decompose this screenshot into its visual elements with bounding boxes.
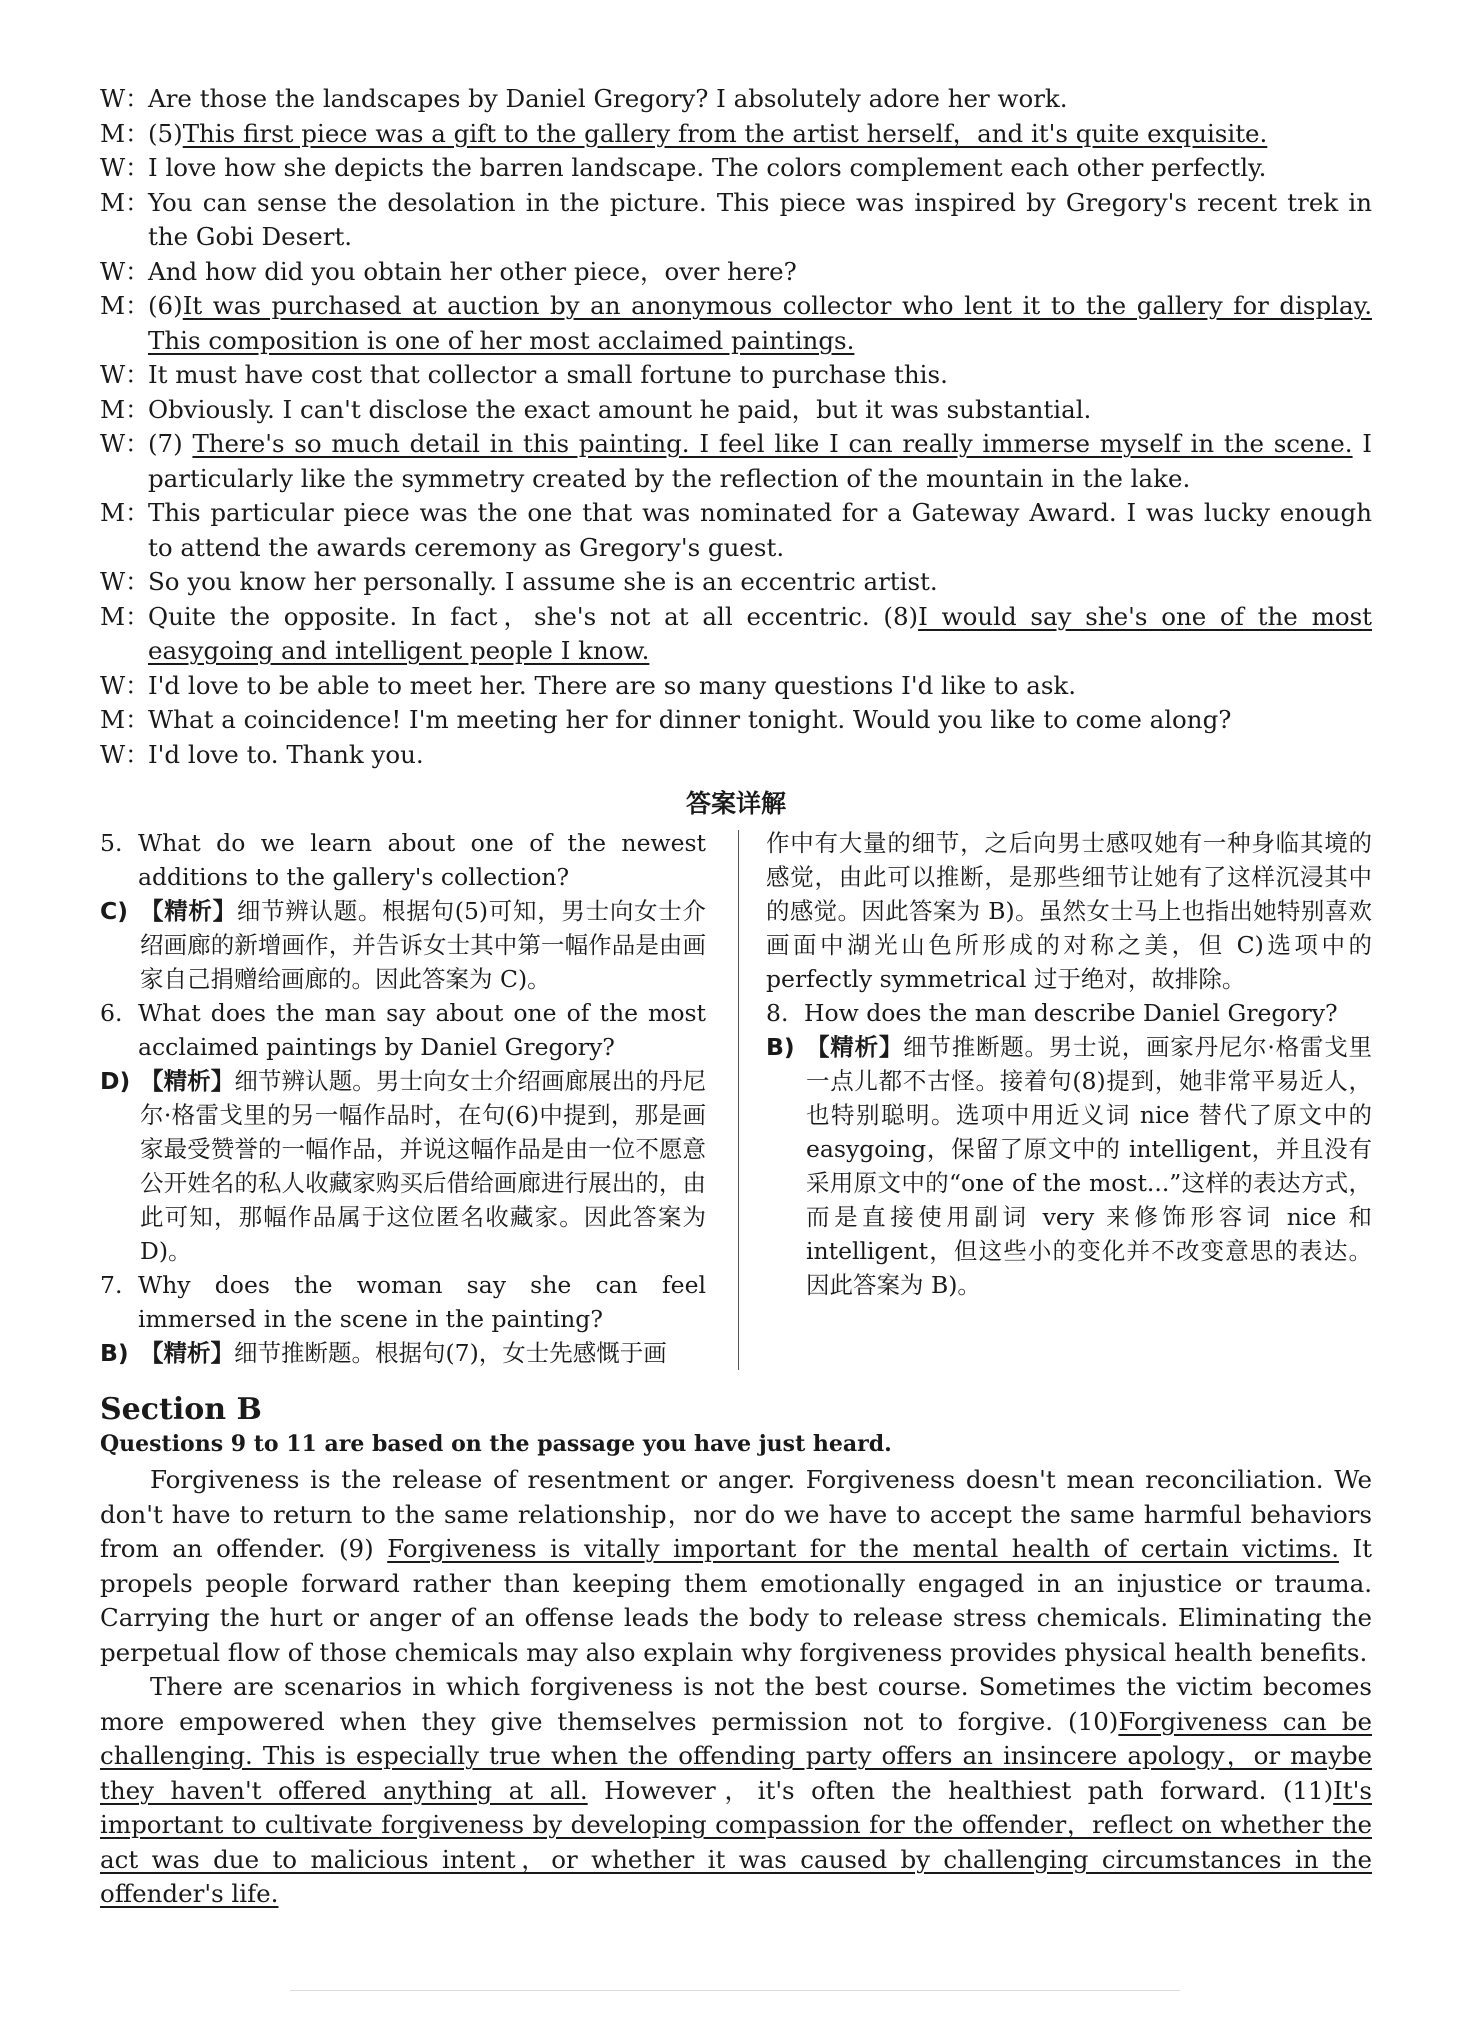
dialogue-line <box>100 117 1372 152</box>
underlined-text: Forgiveness is vitally important for the mental health of certain victims. <box>387 1534 1339 1563</box>
text-span: I love how she depicts the barren landscape. The colors complement each other perfectly. <box>148 153 1267 182</box>
speaker-label: W： <box>100 256 150 286</box>
footer-rule <box>290 1990 1180 1991</box>
explanation-text: 细节辨认题。根据句(5)可知，男士向女士介绍画廊的新增画作，并告诉女士其中第一幅作品是由画家自己捐赠给画廊的。因此答案为 C)。 <box>140 897 706 993</box>
dialogue-line <box>100 703 1372 738</box>
passage <box>100 1463 1372 1912</box>
explanation-continued: 作中有大量的细节，之后向男士感叹她有一种身临其境的感觉，由此可以推断，是那些细节让她有了这样沉浸其中的感觉。因此答案为 B)。虽然女士马上也指出她特别喜欢画面中湖光山色所形成的对称之美，但 C)选项中的 perfectly symmetrical 过于绝对，故排除。 <box>766 829 1372 993</box>
answer-column-right <box>732 826 1372 1370</box>
dialogue-line <box>100 669 1372 704</box>
dialogue-text <box>148 427 1372 496</box>
question-text: What does the man say about one of the most acclaimed paintings by Daniel Gregory? <box>138 999 706 1061</box>
answer-key: D) <box>100 1067 131 1095</box>
dialogue-line <box>100 255 1372 290</box>
dialogue-text <box>148 565 1372 600</box>
speaker-label: M： <box>100 118 150 148</box>
answer-column-left <box>100 826 732 1370</box>
dialogue-transcript <box>100 82 1372 772</box>
dialogue-line <box>100 600 1372 669</box>
speaker-label: W： <box>100 670 150 700</box>
answer-item <box>100 1336 706 1370</box>
question-item <box>100 996 706 1064</box>
analysis-tag: 【精析】 <box>140 897 237 925</box>
speaker-label: M： <box>100 394 150 424</box>
dialogue-text <box>148 255 1372 290</box>
question-item <box>766 996 1372 1030</box>
answer-item <box>100 1064 706 1268</box>
analysis-tag: 【精析】 <box>140 1339 234 1367</box>
answers-heading: 答案详解 <box>685 789 786 818</box>
passage-paragraph <box>100 1670 1372 1912</box>
underlined-text: There's so much detail in this painting. I feel like I can really immerse myself in the scene. <box>192 429 1353 458</box>
dialogue-text <box>148 358 1372 393</box>
dialogue-text <box>148 117 1372 152</box>
dialogue-text <box>148 186 1372 255</box>
speaker-label: W： <box>100 84 150 113</box>
answer-key: B) <box>766 1033 795 1061</box>
answer-explanation <box>806 1030 1372 1302</box>
dialogue-line <box>100 289 1372 358</box>
explanation-text: 细节推断题。男士说，画家丹尼尔·格雷戈里一点儿都不古怪。接着句(8)提到，她非常平易近人，也特别聪明。选项中用近义词 nice 替代了原文中的 easygoing，保留了原文中的 intelligent，并且没有采用原文中的“one of the most...”这样的表达方式，而是直接使用副词 very 来修饰形容词 nice 和 intelligent，但这些小的变化并不改变意思的表达。因此答案为 B)。 <box>806 1033 1372 1299</box>
text-span: I'd love to be able to meet her. There are so many questions I'd like to ask. <box>148 670 1077 700</box>
speaker-label: M： <box>100 705 150 734</box>
text-span: However，it's often the healthiest path forward. (11) <box>587 1775 1334 1805</box>
dialogue-line <box>100 358 1372 393</box>
text-span: It must have cost that collector a small fortune to purchase this. <box>148 360 948 389</box>
dialogue-text <box>148 496 1372 565</box>
answer-explanation <box>140 1064 706 1268</box>
text-span: You can sense the desolation in the picture. This piece was inspired by Gregory's recent trek in the Gobi Desert. <box>148 187 1372 251</box>
section-title: Section B <box>100 1392 262 1427</box>
underlined-text: This first piece was a gift to the gallery from the artist herself，and it's quite exquisite. <box>182 118 1268 148</box>
dialogue-line <box>100 496 1372 565</box>
dialogue-text <box>148 151 1372 186</box>
dialogue-text <box>148 600 1372 669</box>
text-span: (5) <box>148 118 183 148</box>
text-span: This particular piece was the one that was nominated for a Gateway Award. I was lucky enough to attend the awards ceremony as Gregory's guest. <box>148 498 1372 562</box>
speaker-label: W： <box>100 429 150 458</box>
text-span: What a coincidence! I'm meeting her for dinner tonight. Would you like to come along? <box>148 705 1232 734</box>
analysis-tag: 【精析】 <box>806 1033 904 1061</box>
dialogue-line <box>100 151 1372 186</box>
dialogue-line <box>100 82 1372 117</box>
text-span: Quite the opposite. In fact，she's not at all eccentric. (8) <box>148 601 919 631</box>
question-number: 8. <box>766 999 789 1027</box>
underlined-text: Forgiveness can be challenging. This is especially true when the offending party offers an insincere apology，or maybe they haven't offered anything at all. <box>100 1706 1372 1805</box>
underlined-text: I would say she's one of the most easygoing and intelligent people I know. <box>148 601 1372 665</box>
dialogue-line <box>100 393 1372 428</box>
question-item <box>100 1268 706 1336</box>
answer-explanation <box>140 894 706 996</box>
question-number: 5. <box>100 829 123 857</box>
questions-header: Questions 9 to 11 are based on the passage you have just heard. <box>100 1431 892 1457</box>
speaker-label: M： <box>100 601 150 631</box>
dialogue-line <box>100 186 1372 255</box>
dialogue-line <box>100 565 1372 600</box>
question-item <box>100 826 706 894</box>
answer-key: B) <box>100 1339 129 1367</box>
dialogue-text <box>148 289 1372 358</box>
speaker-label: W： <box>100 360 150 389</box>
text-span: Obviously. I can't disclose the exact amount he paid，but it was substantial. <box>148 394 1092 424</box>
answer-item <box>100 894 706 996</box>
text-span: (7) <box>148 429 193 458</box>
speaker-label: M： <box>100 187 150 217</box>
column-divider <box>738 830 739 1370</box>
underlined-text: It's important to cultivate forgiveness by developing compassion for the offender，reflect on whether the act was due to malicious intent，or whether it was caused by challenging circumstances in the offender's life. <box>100 1775 1372 1908</box>
explanation-text: 细节辨认题。男士向女士介绍画廊展出的丹尼尔·格雷戈里的另一幅作品时，在句(6)中提到，那是画家最受赞誉的一幅作品，并说这幅作品是由一位不愿意公开姓名的私人收藏家购买后借给画廊进行展出的，由此可知，那幅作品属于这位匿名收藏家。因此答案为 D)。 <box>140 1067 707 1265</box>
dialogue-text <box>148 703 1372 738</box>
question-text: Why does the woman say she can feel immersed in the scene in the painting? <box>138 1271 706 1333</box>
passage-paragraph <box>100 1463 1372 1670</box>
text-span: So you know her personally. I assume she is an eccentric artist. <box>148 567 938 596</box>
dialogue-text <box>148 393 1372 428</box>
answer-item <box>766 1030 1372 1302</box>
dialogue-line <box>100 427 1372 496</box>
answer-key: C) <box>100 897 128 925</box>
answer-explanation <box>140 1336 667 1370</box>
dialogue-text <box>148 82 1372 117</box>
dialogue-text <box>148 669 1372 704</box>
speaker-label: W： <box>100 153 150 182</box>
text-span: There are scenarios in which forgiveness is not the best course. Sometimes the victim becomes more empowered when they give themselves permission not to forgive. (10) <box>100 1672 1372 1736</box>
speaker-label: M： <box>100 291 150 320</box>
text-span: I'd love to. Thank you. <box>148 739 424 769</box>
text-span: I particularly like the symmetry created by the reflection of the mountain in the lake. <box>148 429 1372 493</box>
question-number: 7. <box>100 1271 123 1299</box>
explanation-text: 细节推断题。根据句(7)，女士先感慨于画 <box>234 1339 667 1367</box>
answer-columns <box>100 826 1372 1370</box>
text-span: (6) <box>148 291 183 320</box>
question-number: 6. <box>100 999 123 1027</box>
underlined-text: It was purchased at auction by an anonymous collector who lent it to the gallery for display. This composition is one of her most acclaimed paintings. <box>148 291 1372 355</box>
text-span: And how did you obtain her other piece，over here? <box>148 256 797 286</box>
text-span: It propels people forward rather than keeping them emotionally engaged in an injustice or trauma. Carrying the hurt or anger of an offense leads the body to release stress chemicals. Eliminating the perpetual flow of those chemicals may also explain why forgiveness provides physical health benefits. <box>100 1534 1372 1667</box>
dialogue-text <box>148 738 1372 773</box>
text-span: Forgiveness is the release of resentment or anger. Forgiveness doesn't mean reconciliation. We don't have to return to the same relationship，nor do we have to accept the same harmful behaviors from an offender. (9) <box>100 1465 1372 1563</box>
analysis-tag: 【精析】 <box>140 1067 235 1095</box>
speaker-label: M： <box>100 498 150 527</box>
dialogue-line <box>100 738 1372 773</box>
question-text: How does the man describe Daniel Gregory? <box>804 999 1338 1027</box>
question-text: What do we learn about one of the newest additions to the gallery's collection? <box>138 829 706 891</box>
speaker-label: W： <box>100 739 150 769</box>
text-span: Are those the landscapes by Daniel Gregory? I absolutely adore her work. <box>148 84 1068 113</box>
speaker-label: W： <box>100 567 150 596</box>
